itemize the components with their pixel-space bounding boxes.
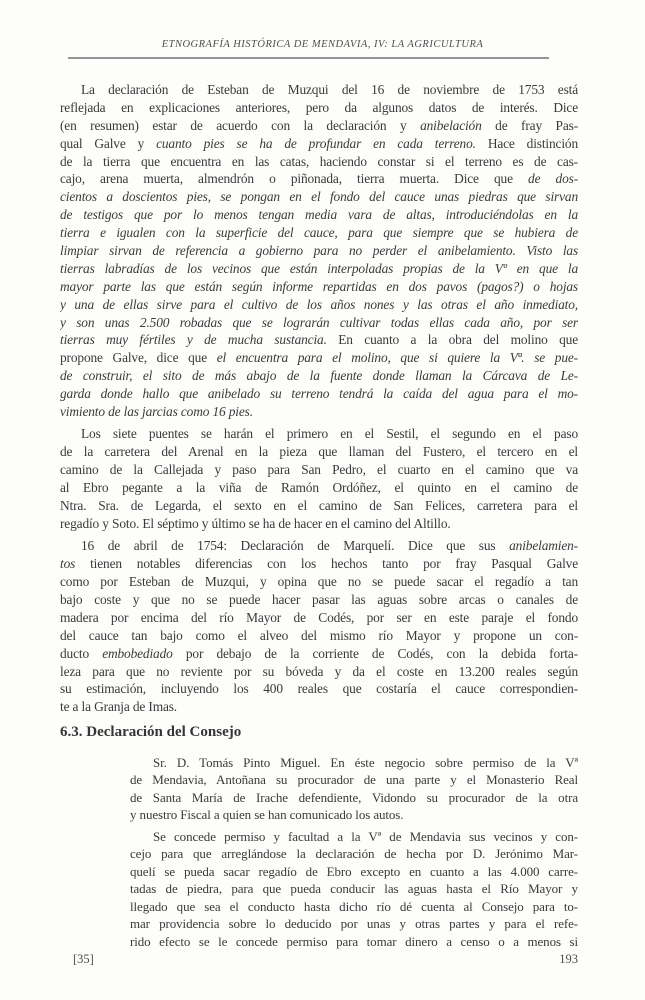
text-run: rido efecto se le concede permiso para tomar dinero a censo o a menos si [130,933,578,949]
text-line [60,663,578,681]
text-line [60,537,578,555]
text-line [130,789,578,807]
text-line [60,403,578,421]
paragraph [60,537,578,716]
text-run: tienen notables diferencias con los hechos tanto por fray Pasqual Galve [75,556,578,572]
text-line [60,349,578,367]
text-line [60,260,578,278]
text-line [60,135,578,153]
text-run: Hace distinción [475,135,578,151]
text-line [130,771,578,789]
text-run: tadas de piedra, para que pueda conducir las aguas hasta el Río Mayor y [130,881,578,897]
text-line [60,461,578,479]
quote-paragraph [130,754,578,824]
text-run: de fray Pas- [481,117,578,133]
text-run: llegado que sea el conducto hasta dicho río dé cuenta al Consejo para to- [130,898,578,914]
italic-run: de testigos que por lo menos tengan media vara de altas, introduciéndolas en la [60,207,578,223]
text-run: madera por encima del río Mayor de Codés, por ser en este paraje el fondo [60,609,578,625]
italic-run: tierras muy fértiles y de mucha sustancia. [60,332,327,348]
text-run: del cauce tan bajo como el alveo del mismo río Mayor y propone un con- [60,627,578,643]
body-paragraphs [60,81,578,716]
text-line [130,880,578,898]
text-line [60,331,578,349]
italic-run: el encuentra para el molino, que si quiere la Vª. se pue- [216,350,578,366]
text-line [130,828,578,846]
italic-run: tierras labradías de los vecinos que están interpoladas propias de la Vº en que la [60,260,578,276]
italic-run: y una de ellas sirve para el cultivo de los años nones y las otras el año inmediato, [60,296,578,312]
text-line [130,754,578,772]
text-line [60,573,578,591]
text-run: camino de la Callejada y paso para San Pedro, el cuarto en el camino que va [60,462,578,478]
text-run: como por Esteban de Muzqui, y opina que no se puede sacar el regadío a tan [60,574,578,590]
text-run: cejo para que arreglándose la declaración de hecha por D. Jerónimo Mar- [130,846,578,862]
text-line [60,680,578,698]
page-number: 193 [559,952,578,966]
text-line [60,367,578,385]
text-run: propone Galve, dice que [60,350,217,366]
text-run: por debajo de la corriente de Codés, con la debida forta- [172,645,578,661]
text-line [60,278,578,296]
section-heading: 6.3. Declaración del Consejo [60,724,242,741]
text-run: Se concede permiso y facultad a la Vª de Mendavia sus vecinos y con- [153,828,578,844]
paragraph [60,425,578,532]
italic-run: anibelamien- [509,538,578,554]
text-run: cajo, arena muerta, almendrón o piñonada, tierra muerta. Dice que [60,171,529,187]
paragraph [60,81,578,421]
text-column [60,81,578,950]
text-run: regadío y Soto. El séptimo y último se ha de hacer en el camino del Altillo. [60,515,451,531]
text-run: mar providencia sobre lo deducido por unas y otras partes y para el refe- [130,916,578,932]
text-line [60,698,578,716]
text-run: quelí se pueda sacar regadío de Ebro excepto en cuanto a las 4.000 carre- [130,863,578,879]
italic-run: embobediado [102,645,173,661]
text-run: al Ebro pegante a la viña de Ramón Ordóñez, el quinto en el camino de [60,480,578,496]
text-line [60,206,578,224]
italic-run: anibelación [420,117,482,133]
text-run: y nuestro Fiscal a quien se han comunicado los autos. [130,807,404,823]
text-run: su estimación, incluyendo los 400 reales que costaría el cauce correspondien- [60,681,578,697]
text-run: de Santa María de Irache defendiente, Vidondo su procurador de la otra [130,789,578,805]
text-line [60,425,578,443]
text-line [60,99,578,117]
text-run: reflejada en explicaciones anteriores, pero da algunos datos de interés. Dice [60,99,578,115]
italic-run: de dos- [528,171,578,187]
text-run: de Mendavia, Antoñana su procurador de una parte y el Monasterio Real [130,772,578,788]
text-run: de la tierra que encuentra en las catas, haciendo constar si el terreno es de cas- [60,153,578,169]
text-line [60,627,578,645]
text-run: ducto [60,645,103,661]
text-run: leza para que no reviente por su bóveda y da el coste en 13.200 reales según [60,663,578,679]
text-line [130,806,578,824]
text-line [60,117,578,135]
header-rule [68,57,549,59]
italic-run: cuanto pies se ha de profundar en cada terreno. [156,135,476,151]
running-header: ETNOGRAFÍA HISTÓRICA DE MENDAVIA, IV: LA AGRICULTURA [161,39,484,50]
italic-run: y son unas 2.500 robadas que se lograrán cultivar todas ellas cada año, por ser [60,314,578,330]
text-line [60,188,578,206]
text-run: Los siete puentes se harán el primero en el Sestil, el segundo en el paso [81,426,578,442]
text-run: te a la Granja de Imas. [60,699,178,715]
text-line [60,479,578,497]
text-run: En cuanto a la obra del molino que [326,332,578,348]
text-line [60,591,578,609]
text-line [130,845,578,863]
text-line [130,933,578,951]
text-line [130,915,578,933]
italic-run: de construir, el sito de más abajo de la fuente donde llaman la Cárcava de Le- [60,368,578,384]
text-line [60,242,578,260]
plate-number: [35] [73,952,94,966]
text-run: (en resumen) estar de acuerdo con la declaración y [60,117,421,133]
text-line [60,515,578,533]
text-run: 16 de abril de 1754: Declaración de Marquelí. Dice que sus [81,538,510,554]
text-line [60,555,578,573]
text-line [130,863,578,881]
italic-run: mayor parte las que están según informe repartidas en dos pavos (pagos?) o hojas [60,278,578,294]
text-run: bajo coste y que no se puede hacer pasar las aguas sobre arcas o canales de [60,591,578,607]
text-line [60,443,578,461]
text-line [60,81,578,99]
text-run: qual Galve y [60,135,157,151]
text-line [60,609,578,627]
text-line [60,497,578,515]
text-run: de la carretera del Arenal en la pieza que llaman del Fustero, el tercero en el [60,444,578,460]
text-line [60,296,578,314]
text-line [60,645,578,663]
italic-run: garda donde hallo que anibelado su terreno tendrá la caída del agua para el mo- [60,386,578,402]
text-run: Sr. D. Tomás Pinto Miguel. En éste negocio sobre permiso de la Vª [153,754,578,770]
text-line [60,224,578,242]
italic-run: limpiar sirvan de referencia a gobierno para no perder el anibelamiento. Visto las [60,243,578,259]
text-line [60,170,578,188]
quote-block [130,754,578,951]
text-line [60,153,578,171]
text-line [60,385,578,403]
text-line [130,898,578,916]
quote-paragraph [130,828,578,951]
text-run: La declaración de Esteban de Muzqui del 16 de noviembre de 1753 está [81,82,578,97]
italic-run: tierra e igualen con la superficie del cauce, para que siempre que se hubiera de [60,225,578,241]
text-run: Ntra. Sra. de Legarda, el sexto en el camino de San Felices, carretera para el [60,497,578,513]
italic-run: tos [60,556,76,572]
italic-run: cientos a doscientos pies, se pongan en el fondo del cauce unas piedras que sirvan [60,189,578,205]
text-line [60,314,578,332]
italic-run: vimiento de las jarcias como 16 pies. [60,404,253,420]
